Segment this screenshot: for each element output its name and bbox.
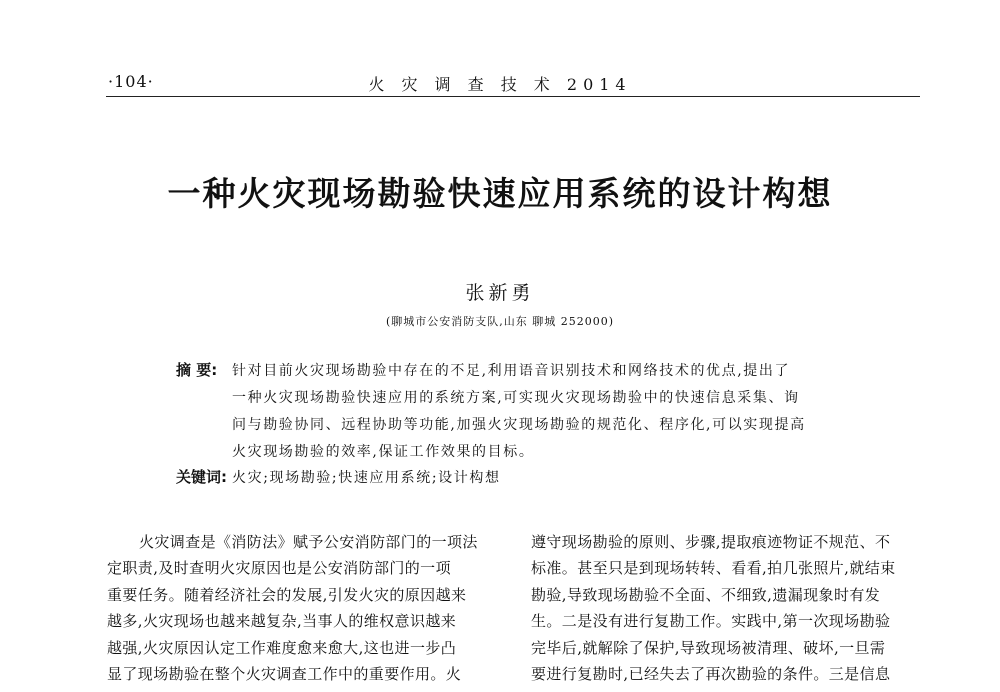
abstract-line: 针对目前火灾现场勘验中存在的不足,利用语音识别技术和网络技术的优点,提出了: [232, 363, 791, 379]
keywords-label: 关键词:: [176, 468, 227, 486]
body-left-line: 火灾调查是《消防法》赋予公安消防部门的一项法: [139, 533, 478, 551]
body-left-line: 显了现场勘验在整个火灾调查工作中的重要作用。火: [107, 665, 462, 683]
body-right-line: 遵守现场勘验的原则、步骤,提取痕迹物证不规范、不: [531, 533, 891, 551]
body-right-line: 生。二是没有进行复勘工作。实践中,第一次现场勘验: [531, 612, 891, 630]
keywords-text: 火灾;现场勘验;快速应用系统;设计构想: [232, 470, 501, 486]
body-left-line: 越强,火灾原因认定工作难度愈来愈大,这也进一步凸: [107, 639, 457, 657]
abstract-line: 火灾现场勘验的效率,保证工作效果的目标。: [232, 444, 535, 460]
affiliation: (聊城市公安消防支队,山东 聊城 252000): [385, 315, 615, 328]
body-left-line: 定职责,及时查明火灾原因也是公安消防部门的一项: [107, 559, 451, 577]
body-right-line: 勘验,导致现场勘验不全面、不细致,遗漏现象时有发: [531, 586, 881, 604]
page-number: ·104·: [108, 72, 154, 91]
body-left-line: 重要任务。随着经济社会的发展,引发火灾的原因越来: [107, 586, 467, 604]
abstract-line: 一种火灾现场勘验快速应用的系统方案,可实现火灾现场勘验中的快速信息采集、询: [232, 390, 800, 406]
body-right-line: 标准。甚至只是到现场转转、看看,拍几张照片,就结束: [531, 559, 896, 577]
body-right-line: 要进行复勘时,已经失去了再次勘验的条件。三是信息: [531, 665, 891, 683]
journal-title: 火 灾 调 查 技 术 2014: [368, 75, 632, 94]
paper-title: 一种火灾现场勘验快速应用系统的设计构想: [167, 174, 833, 213]
body-right-line: 完毕后,就解除了保护,导致现场被清理、破坏,一旦需: [531, 639, 886, 657]
author: 张新勇: [465, 282, 535, 304]
header-rule: [106, 96, 920, 97]
abstract-label: 摘 要:: [176, 361, 218, 379]
abstract-line: 问与勘验协同、远程协助等功能,加强火灾现场勘验的规范化、程序化,可以实现提高: [232, 417, 806, 433]
body-left-line: 越多,火灾现场也越来越复杂,当事人的维权意识越来: [107, 612, 457, 630]
